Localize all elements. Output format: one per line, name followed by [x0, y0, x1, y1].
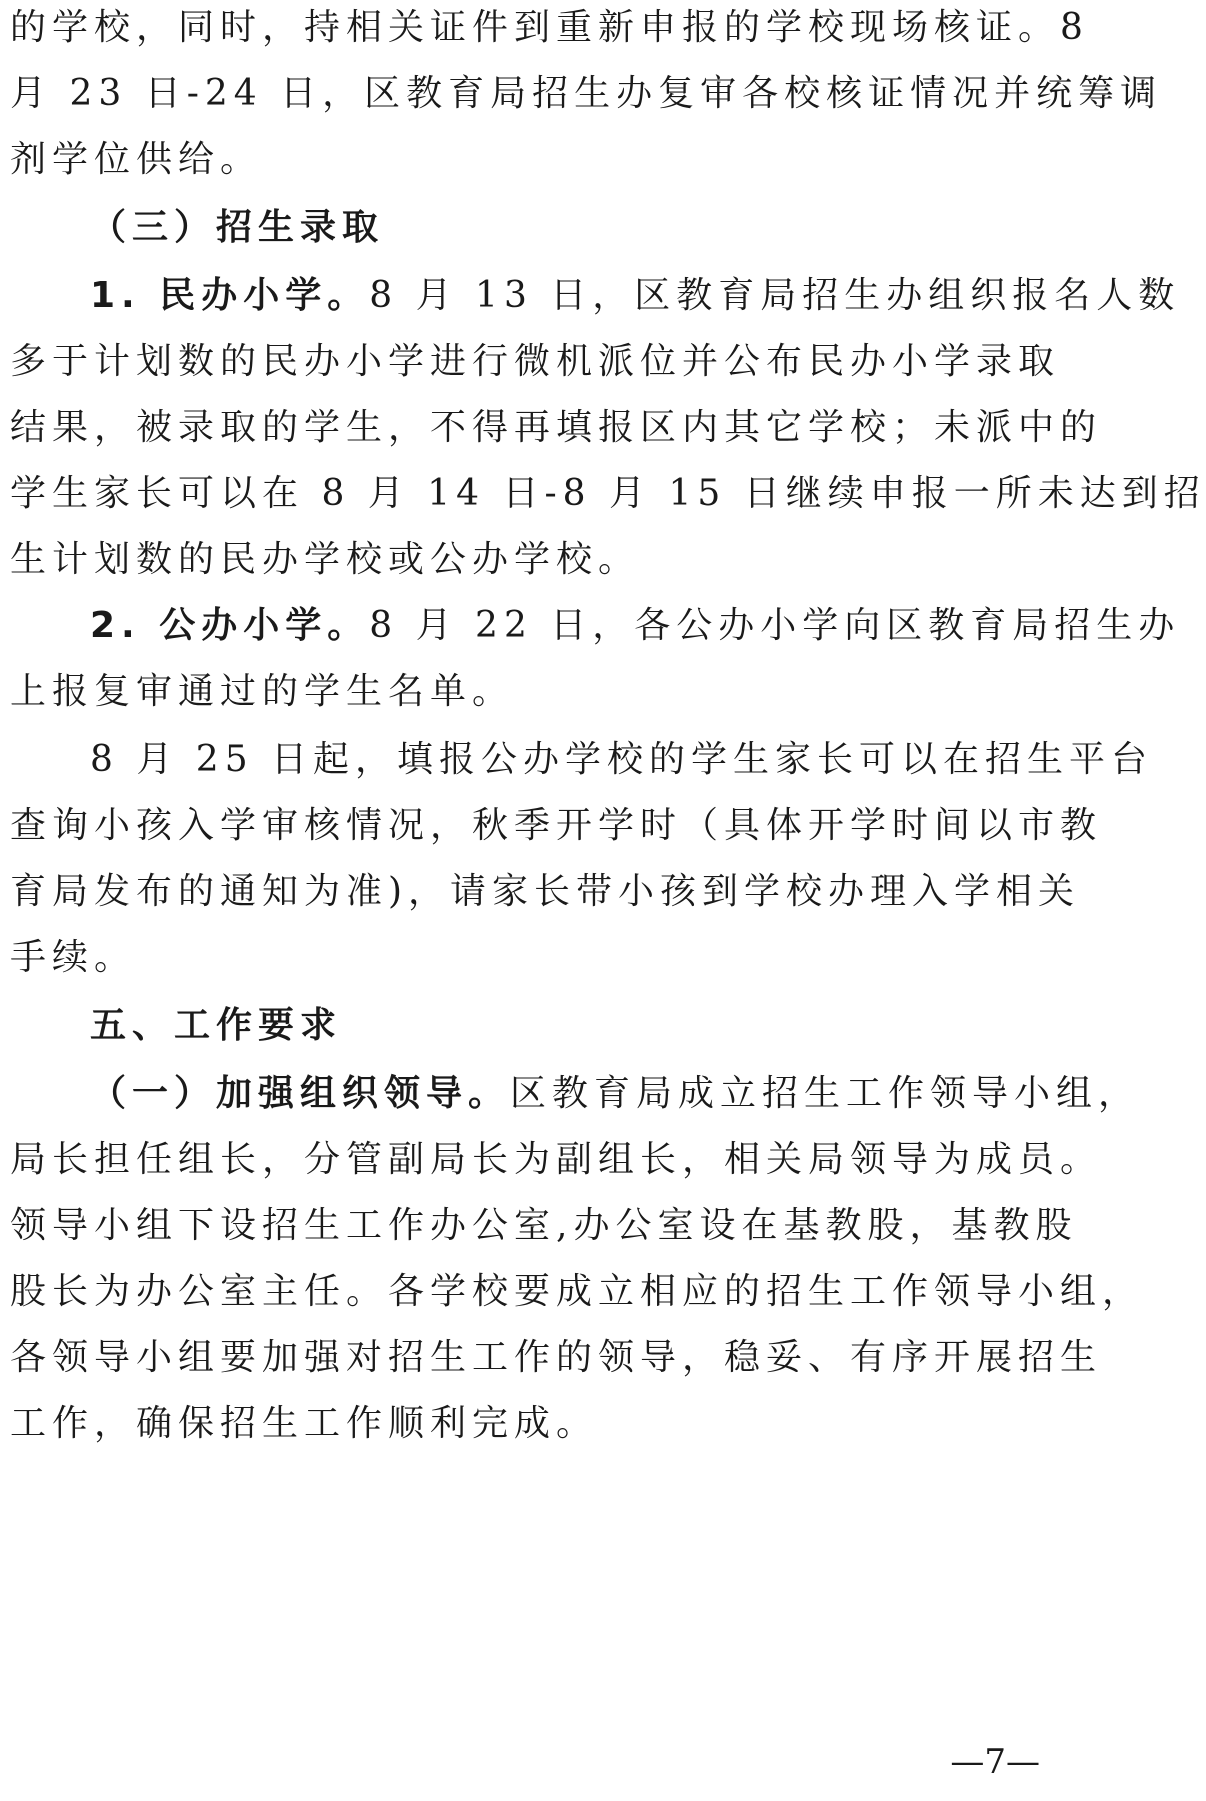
paragraph-line: 领导小组下设招生工作办公室,办公室设在基教股，基教股 — [10, 1205, 1078, 1246]
paragraph-line: 结果，被录取的学生，不得再填报区内其它学校；未派中的 — [10, 407, 1103, 448]
paragraph-line: 的学校，同时，持相关证件到重新申报的学校现场核证。8 — [10, 7, 1089, 48]
section-heading-work-requirements: 五、工作要求 — [90, 1005, 343, 1046]
paragraph-line: 生计划数的民办学校或公办学校。 — [10, 539, 641, 580]
paragraph-line: 学生家长可以在 8 月 14 日-8 月 15 日继续申报一所未达到招 — [10, 473, 1206, 514]
paragraph-lead-strengthen-leadership: （一）加强组织领导。 — [90, 1073, 511, 1114]
paragraph-first-line — [90, 1072, 1141, 1116]
paragraph-lead-public-school: 2. 公办小学。 — [90, 605, 370, 646]
paragraph-line: 8 月 13 日，区教育局招生办组织报名人数 — [369, 275, 1181, 316]
paragraph-line: 手续。 — [10, 937, 137, 978]
paragraph-line: 股长为办公室主任。各学校要成立相应的招生工作领导小组， — [10, 1271, 1145, 1312]
paragraph-line: 多于计划数的民办小学进行微机派位并公布民办小学录取 — [10, 341, 1061, 382]
paragraph-line: 8 月 25 日起，填报公办学校的学生家长可以在招生平台 — [90, 739, 1154, 780]
paragraph-line: 各领导小组要加强对招生工作的领导，稳妥、有序开展招生 — [10, 1337, 1103, 1378]
section-heading-enrollment: （三）招生录取 — [90, 207, 385, 248]
paragraph-line: 剂学位供给。 — [10, 139, 263, 180]
paragraph-line: 区教育局成立招生工作领导小组， — [510, 1073, 1141, 1114]
paragraph-line: 局长担任组长，分管副局长为副组长，相关局领导为成员。 — [10, 1139, 1103, 1180]
page-number: —7— — [950, 1742, 1040, 1782]
paragraph-line: 上报复审通过的学生名单。 — [10, 671, 515, 712]
paragraph-first-line — [90, 604, 1181, 648]
paragraph-line: 8 月 22 日，各公办小学向区教育局招生办 — [369, 605, 1181, 646]
paragraph-line: 月 23 日-24 日，区教育局招生办复审各校核证情况并统筹调 — [10, 73, 1163, 114]
paragraph-line: 育局发布的通知为准)，请家长带小孩到学校办理入学相关 — [10, 871, 1081, 912]
paragraph-line: 查询小孩入学审核情况，秋季开学时（具体开学时间以市教 — [10, 805, 1103, 846]
paragraph-first-line — [90, 274, 1181, 318]
paragraph-line: 工作，确保招生工作顺利完成。 — [10, 1403, 599, 1444]
paragraph-lead-private-school: 1. 民办小学。 — [90, 275, 370, 316]
